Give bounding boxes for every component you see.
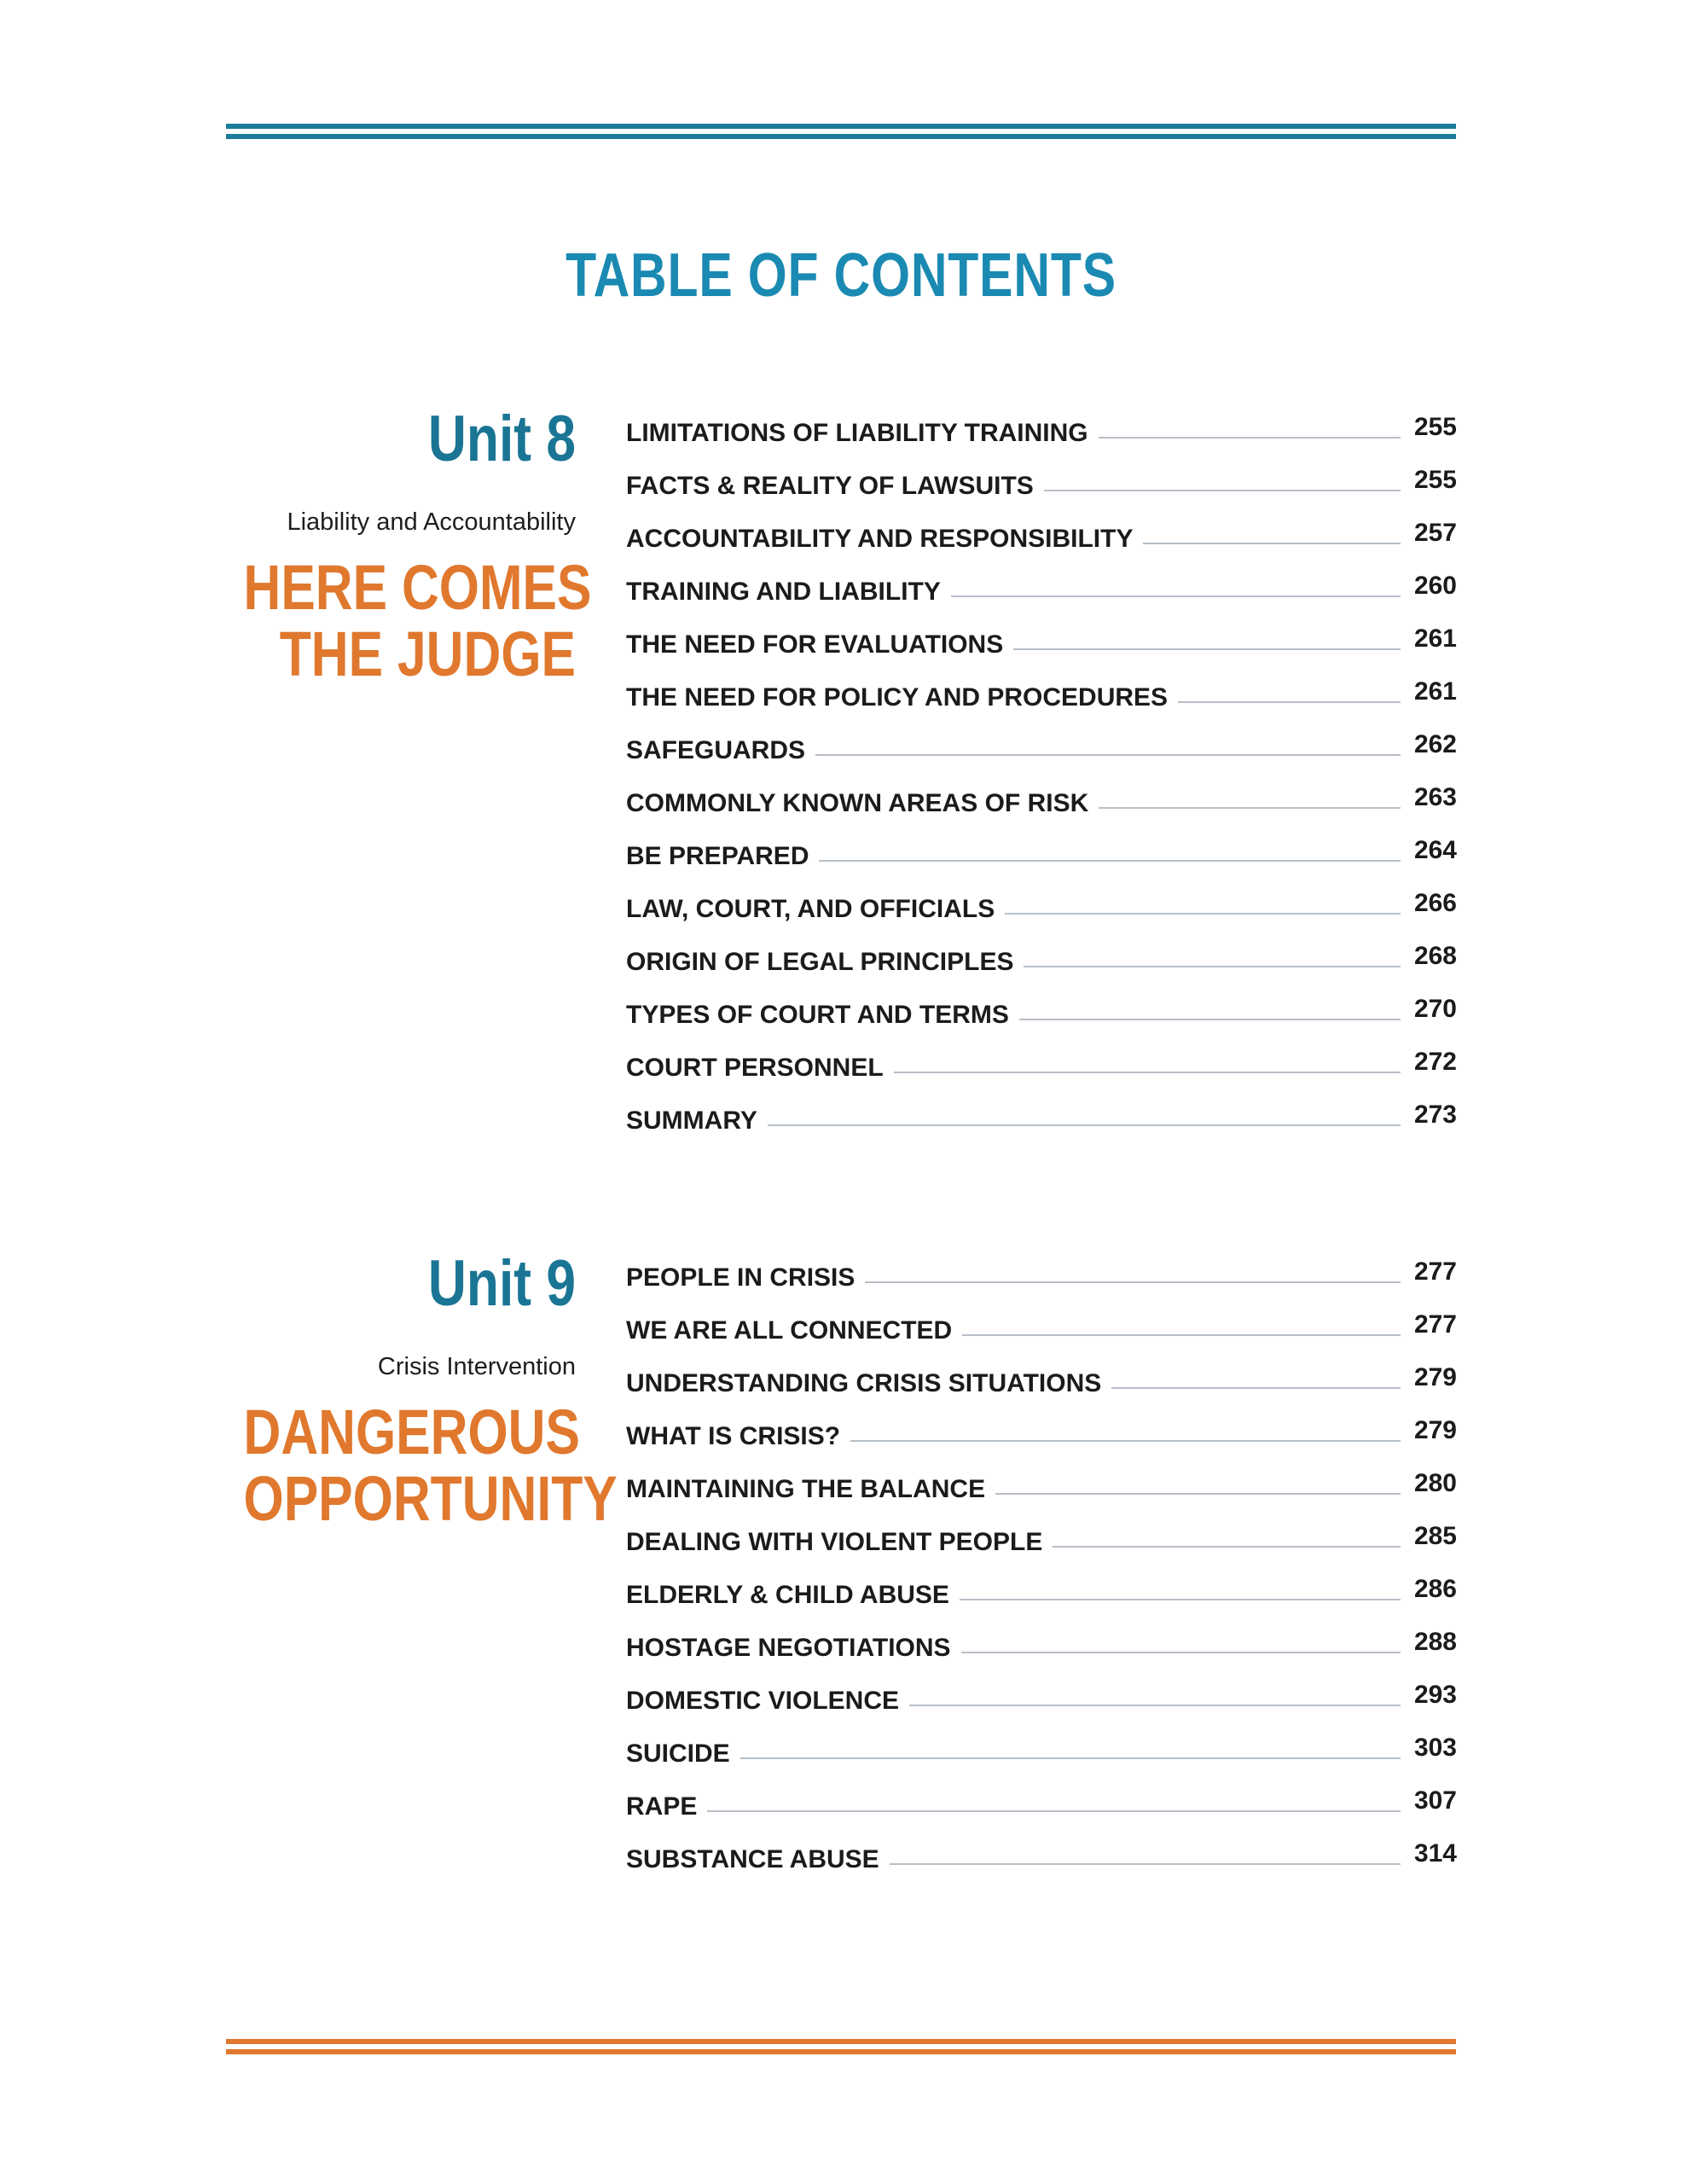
toc-entry-page: 314: [1413, 1839, 1457, 1867]
toc-entry-title: PEOPLE IN CRISIS: [626, 1263, 856, 1292]
toc-entry-page: 273: [1413, 1101, 1457, 1129]
toc-entry-title: UNDERSTANDING CRISIS SITUATIONS: [626, 1369, 1102, 1397]
toc-entry-title: WE ARE ALL CONNECTED: [626, 1316, 953, 1345]
toc-leader-line: [815, 754, 1401, 756]
toc-entry-title: LAW, COURT, AND OFFICIALS: [626, 895, 995, 923]
toc-entry[interactable]: [626, 1512, 1457, 1565]
toc-entry[interactable]: [626, 1459, 1457, 1512]
toc-entry-title: SUICIDE: [626, 1740, 730, 1768]
toc-entry-title: SAFEGUARDS: [626, 736, 806, 764]
toc-entry[interactable]: [626, 403, 1457, 456]
toc-entry[interactable]: [626, 667, 1457, 720]
toc-entry-page: 279: [1413, 1416, 1457, 1444]
toc-entry-title: RAPE: [626, 1792, 698, 1821]
toc-leader-line: [1143, 543, 1401, 544]
toc-entry-title: HOSTAGE NEGOTIATIONS: [626, 1634, 951, 1662]
toc-leader-line: [850, 1440, 1401, 1442]
toc-entry[interactable]: [626, 1723, 1457, 1776]
bottom-rule-lower: [226, 2049, 1456, 2054]
toc-entry-page: 260: [1413, 572, 1457, 600]
toc-entry[interactable]: [626, 826, 1457, 879]
toc-entry[interactable]: [626, 1300, 1457, 1353]
toc-entry-page: 286: [1413, 1575, 1457, 1603]
toc-leader-line: [865, 1281, 1401, 1283]
toc-entry[interactable]: [626, 1565, 1457, 1618]
toc-entry-page: 303: [1413, 1734, 1457, 1762]
toc-entry-page: 272: [1413, 1048, 1457, 1076]
toc-leader-line: [1044, 490, 1401, 491]
page-title: TABLE OF CONTENTS: [566, 241, 1116, 310]
toc-entry[interactable]: [626, 1776, 1457, 1829]
toc-leader-line: [1099, 437, 1401, 439]
toc-leader-line: [960, 1599, 1401, 1600]
toc-leader-line: [951, 595, 1401, 597]
toc-leader-line: [1024, 966, 1401, 967]
toc-entry-title: ORIGIN OF LEGAL PRINCIPLES: [626, 948, 1014, 976]
toc-entry[interactable]: [626, 985, 1457, 1037]
toc-entry[interactable]: [626, 508, 1457, 561]
toc-entry-page: 261: [1413, 624, 1457, 653]
toc-entry-page: 280: [1413, 1469, 1457, 1497]
toc-leader-line: [707, 1810, 1401, 1812]
toc-entry[interactable]: [626, 932, 1457, 985]
toc-entry[interactable]: [626, 561, 1457, 614]
toc-entry[interactable]: [626, 456, 1457, 508]
toc-entry-title: FACTS & REALITY OF LAWSUITS: [626, 472, 1034, 500]
toc-entry-title: WHAT IS CRISIS?: [626, 1422, 841, 1450]
toc-entry-page: 262: [1413, 730, 1457, 758]
toc-leader-line: [909, 1705, 1401, 1706]
toc-entry-title: DOMESTIC VIOLENCE: [626, 1687, 900, 1715]
toc-entry-page: 255: [1413, 413, 1457, 441]
unit-9-label: Unit 9: [427, 1247, 576, 1320]
toc-leader-line: [961, 1652, 1401, 1653]
toc-leader-line: [1111, 1387, 1401, 1389]
toc-entry[interactable]: [626, 773, 1457, 826]
toc-leader-line: [890, 1863, 1401, 1865]
top-rule-upper: [226, 124, 1456, 129]
unit-8-heading: [171, 401, 592, 689]
toc-entry-title: TYPES OF COURT AND TERMS: [626, 1001, 1009, 1029]
toc-leader-line: [819, 860, 1401, 862]
toc-entry[interactable]: [626, 1090, 1457, 1143]
unit-8-headline-line-1: HERE COMES: [243, 552, 592, 623]
toc-entry-page: 277: [1413, 1310, 1457, 1339]
unit-8-headline-line-2: THE JUDGE: [279, 619, 576, 689]
toc-entry-title: ACCOUNTABILITY AND RESPONSIBILITY: [626, 525, 1134, 553]
toc-leader-line: [894, 1072, 1401, 1073]
toc-leader-line: [1099, 807, 1401, 809]
toc-entry[interactable]: [626, 1247, 1457, 1300]
toc-entry[interactable]: [626, 1670, 1457, 1723]
toc-entry-title: SUBSTANCE ABUSE: [626, 1845, 879, 1873]
top-rule-lower: [226, 134, 1456, 139]
unit-8-entries: [626, 403, 1457, 1143]
toc-leader-line: [1019, 1019, 1401, 1020]
toc-entry-page: 288: [1413, 1628, 1457, 1656]
unit-8-subtitle: Liability and Accountability: [287, 508, 576, 536]
toc-leader-line: [962, 1334, 1401, 1336]
toc-entry[interactable]: [626, 1618, 1457, 1670]
toc-entry-page: 268: [1413, 942, 1457, 970]
unit-9-headline-line-2: OPPORTUNITY: [243, 1463, 618, 1534]
toc-entry-title: THE NEED FOR EVALUATIONS: [626, 630, 1004, 659]
unit-9-headline-line-1: DANGEROUS: [243, 1397, 580, 1467]
toc-leader-line: [1053, 1546, 1401, 1548]
toc-entry[interactable]: [626, 1353, 1457, 1406]
toc-entry-page: 277: [1413, 1258, 1457, 1286]
toc-entry-title: MAINTAINING THE BALANCE: [626, 1475, 986, 1503]
toc-entry-title: DEALING WITH VIOLENT PEOPLE: [626, 1528, 1043, 1556]
toc-entry[interactable]: [626, 1829, 1457, 1882]
bottom-rule-upper: [226, 2039, 1456, 2044]
toc-entry-page: 279: [1413, 1363, 1457, 1391]
toc-leader-line: [1013, 648, 1401, 650]
toc-entry-page: 266: [1413, 889, 1457, 917]
toc-entry-page: 257: [1413, 519, 1457, 547]
toc-entry-page: 307: [1413, 1786, 1457, 1815]
unit-9-subtitle: Crisis Intervention: [377, 1353, 576, 1380]
toc-leader-line: [995, 1493, 1401, 1495]
toc-entry[interactable]: [626, 720, 1457, 773]
toc-entry[interactable]: [626, 879, 1457, 932]
toc-entry-title: COMMONLY KNOWN AREAS OF RISK: [626, 789, 1089, 817]
unit-8-label: Unit 8: [427, 403, 576, 475]
unit-9-entries: [626, 1247, 1457, 1882]
toc-entry-title: SUMMARY: [626, 1107, 757, 1135]
toc-entry-page: 263: [1413, 783, 1457, 811]
toc-entry[interactable]: [626, 1037, 1457, 1090]
toc-entry-title: TRAINING AND LIABILITY: [626, 578, 941, 606]
toc-entry-page: 270: [1413, 995, 1457, 1023]
toc-entry-page: 255: [1413, 466, 1457, 494]
toc-entry-title: ELDERLY & CHILD ABUSE: [626, 1581, 949, 1609]
toc-entry-page: 293: [1413, 1681, 1457, 1709]
toc-entry-page: 285: [1413, 1522, 1457, 1550]
toc-leader-line: [1005, 913, 1401, 915]
toc-entry-page: 261: [1413, 677, 1457, 706]
toc-entry[interactable]: [626, 614, 1457, 667]
toc-entry[interactable]: [626, 1406, 1457, 1459]
toc-entry-title: THE NEED FOR POLICY AND PROCEDURES: [626, 683, 1169, 712]
toc-leader-line: [1178, 701, 1401, 703]
unit-9-heading: [171, 1246, 618, 1534]
toc-entry-title: COURT PERSONNEL: [626, 1054, 884, 1082]
toc-entry-page: 264: [1413, 836, 1457, 864]
toc-leader-line: [768, 1124, 1401, 1126]
toc-entry-title: LIMITATIONS OF LIABILITY TRAINING: [626, 419, 1088, 447]
toc-leader-line: [740, 1757, 1401, 1759]
toc-entry-title: BE PREPARED: [626, 842, 809, 870]
